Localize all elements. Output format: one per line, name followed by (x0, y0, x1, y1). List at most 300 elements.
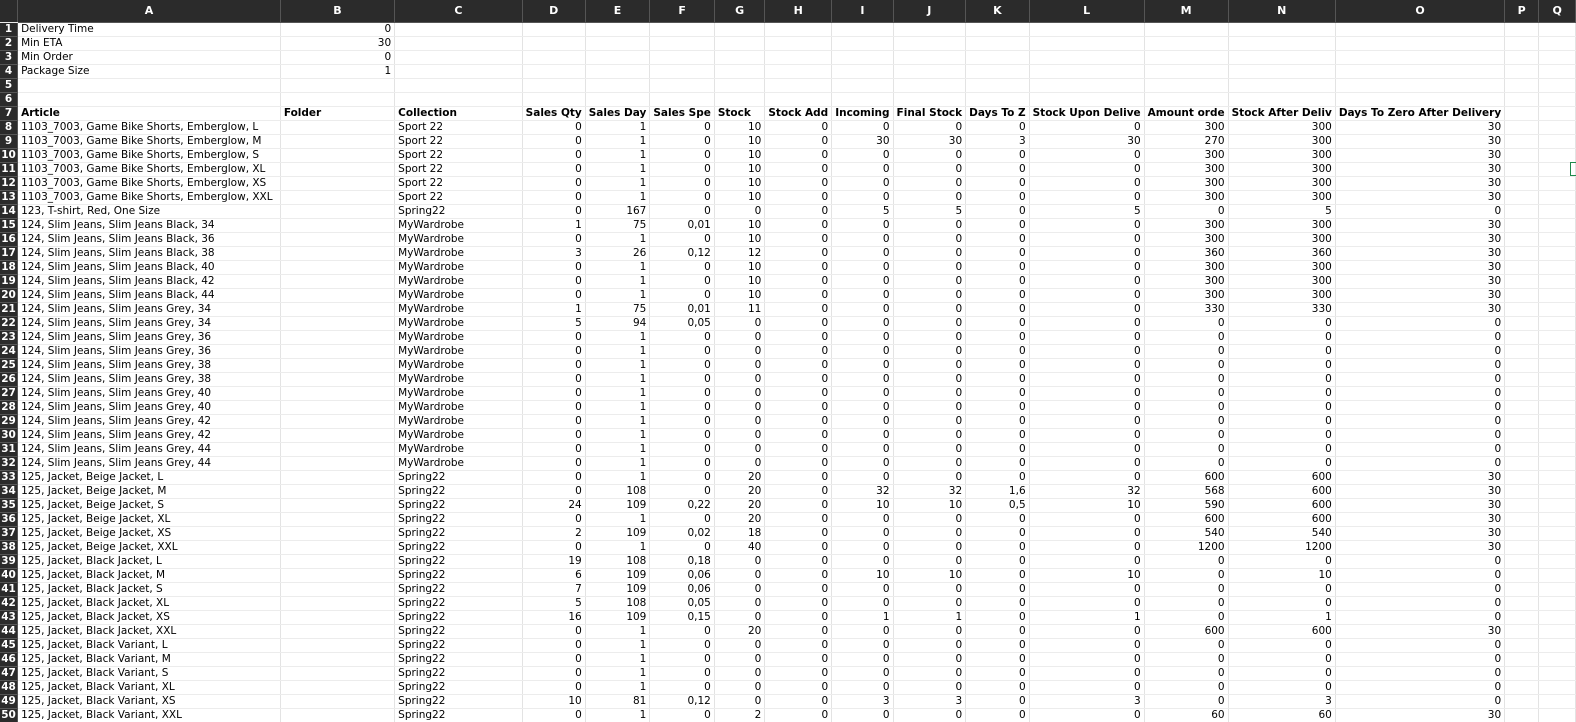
cell-i[interactable]: 0 (832, 218, 893, 232)
cell-f[interactable]: 0 (650, 134, 714, 148)
cell-h[interactable]: 0 (765, 162, 832, 176)
cell-l[interactable]: 0 (1029, 120, 1144, 134)
column-header-c[interactable]: C (395, 0, 523, 22)
cell-o[interactable]: 30 (1335, 288, 1504, 302)
cell-b[interactable] (280, 316, 394, 330)
cell-o[interactable]: 30 (1335, 190, 1504, 204)
cell-f[interactable]: 0,02 (650, 526, 714, 540)
cell-g[interactable]: 0 (714, 596, 765, 610)
cell-a[interactable]: 124, Slim Jeans, Slim Jeans Grey, 42 (18, 428, 281, 442)
cell-i[interactable]: 1 (832, 610, 893, 624)
cell-h[interactable]: 0 (765, 358, 832, 372)
cell[interactable] (893, 36, 966, 50)
cell-g[interactable]: 0 (714, 386, 765, 400)
cell-j[interactable]: 0 (893, 708, 966, 722)
cell[interactable] (1505, 442, 1539, 456)
cell-o[interactable]: 0 (1335, 456, 1504, 470)
row-header[interactable]: 19 (1, 274, 16, 287)
cell-a[interactable]: 125, Jacket, Black Variant, S (18, 666, 281, 680)
cell-o[interactable]: 0 (1335, 652, 1504, 666)
cell-i[interactable]: 0 (832, 666, 893, 680)
cell-g[interactable]: 10 (714, 288, 765, 302)
cell-o[interactable]: 30 (1335, 232, 1504, 246)
cell-m[interactable]: 0 (1144, 330, 1228, 344)
cell[interactable] (1539, 708, 1576, 722)
cell-m[interactable]: 0 (1144, 344, 1228, 358)
cell-o[interactable]: 30 (1335, 218, 1504, 232)
cell[interactable] (765, 22, 832, 36)
cell-f[interactable]: 0,22 (650, 498, 714, 512)
cell-f[interactable]: 0 (650, 148, 714, 162)
cell-d[interactable]: 0 (522, 148, 585, 162)
cell-n[interactable]: 0 (1228, 638, 1335, 652)
cell-c[interactable]: MyWardrobe (395, 428, 523, 442)
cell-b[interactable] (280, 596, 394, 610)
cell-c[interactable]: Sport 22 (395, 134, 523, 148)
cell[interactable] (522, 50, 585, 64)
cell-h[interactable]: 0 (765, 344, 832, 358)
cell-a[interactable]: 125, Jacket, Black Jacket, S (18, 582, 281, 596)
header-cell[interactable]: Stock After Deliv (1228, 106, 1335, 120)
cell[interactable] (765, 50, 832, 64)
cell-a[interactable]: 124, Slim Jeans, Slim Jeans Grey, 34 (18, 302, 281, 316)
cell-g[interactable]: 20 (714, 512, 765, 526)
cell-j[interactable]: 0 (893, 442, 966, 456)
cell-n[interactable]: 600 (1228, 470, 1335, 484)
cell[interactable] (1335, 64, 1504, 78)
cell-n[interactable]: 0 (1228, 680, 1335, 694)
cell-f[interactable]: 0 (650, 162, 714, 176)
cell[interactable] (395, 22, 523, 36)
cell-g[interactable]: 40 (714, 540, 765, 554)
cell-j[interactable]: 0 (893, 526, 966, 540)
cell-h[interactable]: 0 (765, 484, 832, 498)
cell[interactable] (1539, 680, 1576, 694)
cell-i[interactable]: 0 (832, 386, 893, 400)
cell-a[interactable]: 125, Jacket, Beige Jacket, XL (18, 512, 281, 526)
cell[interactable] (1505, 344, 1539, 358)
cell[interactable] (522, 36, 585, 50)
cell-m[interactable]: 300 (1144, 288, 1228, 302)
row-header[interactable]: 25 (1, 358, 16, 371)
cell-h[interactable]: 0 (765, 204, 832, 218)
cell-f[interactable]: 0 (650, 428, 714, 442)
cell-g[interactable]: 0 (714, 638, 765, 652)
cell-g[interactable]: 10 (714, 176, 765, 190)
cell-f[interactable]: 0,01 (650, 302, 714, 316)
cell-e[interactable]: 109 (585, 568, 650, 582)
cell[interactable] (1539, 638, 1576, 652)
cell-l[interactable]: 0 (1029, 428, 1144, 442)
column-header-h[interactable]: H (765, 0, 832, 22)
cell-m[interactable]: 568 (1144, 484, 1228, 498)
cell-m[interactable]: 1200 (1144, 540, 1228, 554)
cell-i[interactable]: 0 (832, 358, 893, 372)
cell-k[interactable]: 3 (966, 134, 1029, 148)
cell-e[interactable]: 1 (585, 134, 650, 148)
cell-f[interactable]: 0 (650, 204, 714, 218)
row-header[interactable]: 37 (1, 526, 16, 539)
cell-e[interactable]: 1 (585, 624, 650, 638)
cell-c[interactable]: Spring22 (395, 652, 523, 666)
cell-l[interactable]: 0 (1029, 456, 1144, 470)
cell[interactable] (893, 50, 966, 64)
cell-j[interactable]: 3 (893, 694, 966, 708)
cell-l[interactable]: 0 (1029, 260, 1144, 274)
cell-g[interactable]: 10 (714, 120, 765, 134)
cell-d[interactable]: 0 (522, 512, 585, 526)
cell-g[interactable]: 0 (714, 316, 765, 330)
cell-c[interactable]: MyWardrobe (395, 372, 523, 386)
cell-h[interactable]: 0 (765, 134, 832, 148)
row-header[interactable]: 47 (1, 666, 16, 679)
cell-e[interactable]: 1 (585, 372, 650, 386)
cell-e[interactable]: 109 (585, 498, 650, 512)
column-header-n[interactable]: N (1228, 0, 1335, 22)
cell-g[interactable]: 0 (714, 652, 765, 666)
cell-j[interactable]: 0 (893, 288, 966, 302)
cell-m[interactable]: 330 (1144, 302, 1228, 316)
cell-k[interactable]: 0 (966, 610, 1029, 624)
cell[interactable] (1505, 484, 1539, 498)
cell-o[interactable]: 0 (1335, 582, 1504, 596)
cell-e[interactable]: 81 (585, 694, 650, 708)
cell-e[interactable]: 1 (585, 428, 650, 442)
cell-g[interactable]: 0 (714, 456, 765, 470)
cell-g[interactable]: 20 (714, 470, 765, 484)
cell-a[interactable]: 1103_7003, Game Bike Shorts, Emberglow, XL (18, 162, 281, 176)
cell[interactable] (1539, 470, 1576, 484)
column-header-p[interactable]: P (1505, 0, 1539, 22)
cell-c[interactable]: Spring22 (395, 512, 523, 526)
cell[interactable] (1505, 148, 1539, 162)
cell-k[interactable]: 0 (966, 330, 1029, 344)
param-value-cell[interactable]: 1 (280, 64, 394, 78)
cell-k[interactable]: 0 (966, 358, 1029, 372)
cell-l[interactable]: 0 (1029, 358, 1144, 372)
cell-f[interactable]: 0,12 (650, 694, 714, 708)
row-header[interactable]: 35 (1, 498, 16, 511)
cell-b[interactable] (280, 148, 394, 162)
cell-c[interactable]: Spring22 (395, 610, 523, 624)
cell-k[interactable]: 0 (966, 120, 1029, 134)
cell[interactable] (1539, 218, 1576, 232)
column-header-j[interactable]: J (893, 0, 966, 22)
cell[interactable] (1505, 694, 1539, 708)
cell-g[interactable]: 10 (714, 218, 765, 232)
cell[interactable] (1505, 610, 1539, 624)
cell[interactable] (966, 50, 1029, 64)
cell-e[interactable]: 108 (585, 596, 650, 610)
cell-o[interactable]: 30 (1335, 120, 1504, 134)
cell[interactable] (1505, 568, 1539, 582)
cell-n[interactable]: 300 (1228, 260, 1335, 274)
cell[interactable] (1505, 302, 1539, 316)
cell-l[interactable]: 0 (1029, 666, 1144, 680)
cell-b[interactable] (280, 568, 394, 582)
cell-j[interactable]: 0 (893, 148, 966, 162)
cell-c[interactable]: MyWardrobe (395, 218, 523, 232)
cell-n[interactable]: 0 (1228, 386, 1335, 400)
cell-h[interactable]: 0 (765, 414, 832, 428)
cell-n[interactable]: 0 (1228, 442, 1335, 456)
cell-g[interactable]: 0 (714, 554, 765, 568)
cell-n[interactable]: 60 (1228, 708, 1335, 722)
cell-f[interactable]: 0 (650, 540, 714, 554)
row-header[interactable]: 5 (0, 78, 18, 92)
cell-i[interactable]: 10 (832, 568, 893, 582)
cell-i[interactable]: 0 (832, 582, 893, 596)
cell-o[interactable]: 0 (1335, 666, 1504, 680)
cell[interactable] (765, 78, 832, 92)
cell-b[interactable] (280, 344, 394, 358)
cell-o[interactable]: 0 (1335, 358, 1504, 372)
cell-c[interactable]: Spring22 (395, 526, 523, 540)
cell-b[interactable] (280, 484, 394, 498)
cell[interactable] (1144, 92, 1228, 106)
cell-c[interactable]: MyWardrobe (395, 246, 523, 260)
cell-f[interactable]: 0 (650, 484, 714, 498)
row-header[interactable]: 2 (0, 36, 18, 50)
cell-l[interactable]: 0 (1029, 582, 1144, 596)
cell-e[interactable]: 26 (585, 246, 650, 260)
cell-d[interactable]: 0 (522, 386, 585, 400)
cell-m[interactable]: 300 (1144, 148, 1228, 162)
cell[interactable] (585, 92, 650, 106)
cell[interactable] (832, 50, 893, 64)
cell[interactable] (714, 78, 765, 92)
cell-j[interactable]: 0 (893, 512, 966, 526)
cell-h[interactable]: 0 (765, 526, 832, 540)
cell-i[interactable]: 0 (832, 288, 893, 302)
cell[interactable] (1539, 36, 1576, 50)
cell-f[interactable]: 0 (650, 358, 714, 372)
row-header[interactable]: 7 (0, 106, 18, 120)
cell[interactable] (650, 50, 714, 64)
cell-k[interactable]: 0 (966, 456, 1029, 470)
cell[interactable] (585, 78, 650, 92)
cell-d[interactable]: 0 (522, 274, 585, 288)
cell-h[interactable]: 0 (765, 330, 832, 344)
cell-b[interactable] (280, 176, 394, 190)
cell-g[interactable]: 0 (714, 330, 765, 344)
cell-l[interactable]: 0 (1029, 148, 1144, 162)
cell[interactable] (1144, 36, 1228, 50)
cell[interactable] (1335, 36, 1504, 50)
cell-k[interactable]: 0 (966, 470, 1029, 484)
cell-i[interactable]: 5 (832, 204, 893, 218)
cell-h[interactable]: 0 (765, 666, 832, 680)
cell[interactable] (1144, 64, 1228, 78)
cell-m[interactable]: 600 (1144, 512, 1228, 526)
cell[interactable] (1539, 260, 1576, 274)
cell[interactable] (1505, 624, 1539, 638)
cell-o[interactable]: 0 (1335, 554, 1504, 568)
cell-g[interactable]: 0 (714, 610, 765, 624)
cell-h[interactable]: 0 (765, 680, 832, 694)
cell[interactable] (522, 64, 585, 78)
cell-d[interactable]: 0 (522, 330, 585, 344)
cell[interactable] (1029, 36, 1144, 50)
cell-b[interactable] (280, 302, 394, 316)
cell-j[interactable]: 0 (893, 456, 966, 470)
cell[interactable] (1539, 372, 1576, 386)
cell-n[interactable]: 0 (1228, 400, 1335, 414)
cell-g[interactable]: 10 (714, 134, 765, 148)
cell[interactable] (1539, 414, 1576, 428)
cell-d[interactable]: 0 (522, 176, 585, 190)
cell-j[interactable]: 0 (893, 372, 966, 386)
cell-b[interactable] (280, 456, 394, 470)
cell[interactable] (1505, 512, 1539, 526)
cell[interactable] (1228, 50, 1335, 64)
header-cell[interactable]: Folder (280, 106, 394, 120)
cell-o[interactable]: 0 (1335, 204, 1504, 218)
cell-h[interactable]: 0 (765, 512, 832, 526)
cell-e[interactable]: 1 (585, 414, 650, 428)
cell[interactable] (1539, 596, 1576, 610)
cell-m[interactable]: 0 (1144, 652, 1228, 666)
cell-m[interactable]: 0 (1144, 610, 1228, 624)
cell-g[interactable]: 0 (714, 680, 765, 694)
cell-h[interactable]: 0 (765, 652, 832, 666)
cell-f[interactable]: 0 (650, 512, 714, 526)
cell[interactable] (1505, 666, 1539, 680)
cell-b[interactable] (280, 666, 394, 680)
cell-h[interactable]: 0 (765, 596, 832, 610)
cell-e[interactable]: 108 (585, 484, 650, 498)
cell-l[interactable]: 0 (1029, 372, 1144, 386)
cell-o[interactable]: 0 (1335, 442, 1504, 456)
cell-o[interactable]: 30 (1335, 498, 1504, 512)
cell-g[interactable]: 10 (714, 232, 765, 246)
cell-a[interactable]: 125, Jacket, Black Variant, XL (18, 680, 281, 694)
cell-m[interactable]: 360 (1144, 246, 1228, 260)
cell-f[interactable]: 0 (650, 400, 714, 414)
cell-i[interactable]: 0 (832, 260, 893, 274)
cell[interactable] (1539, 540, 1576, 554)
cell-o[interactable]: 0 (1335, 386, 1504, 400)
cell-f[interactable]: 0,15 (650, 610, 714, 624)
cell-f[interactable]: 0 (650, 344, 714, 358)
cell-b[interactable] (280, 582, 394, 596)
cell-j[interactable]: 0 (893, 470, 966, 484)
cell-c[interactable]: MyWardrobe (395, 344, 523, 358)
cell-a[interactable]: 124, Slim Jeans, Slim Jeans Black, 42 (18, 274, 281, 288)
cell[interactable] (1539, 288, 1576, 302)
cell-g[interactable]: 0 (714, 568, 765, 582)
cell[interactable] (1539, 232, 1576, 246)
cell[interactable] (585, 64, 650, 78)
cell[interactable] (650, 92, 714, 106)
cell-m[interactable]: 300 (1144, 232, 1228, 246)
cell-j[interactable]: 0 (893, 302, 966, 316)
cell-i[interactable]: 0 (832, 302, 893, 316)
cell-f[interactable]: 0,06 (650, 568, 714, 582)
cell[interactable] (966, 22, 1029, 36)
param-label-cell[interactable]: Package Size (18, 64, 281, 78)
cell-e[interactable]: 1 (585, 344, 650, 358)
cell-n[interactable]: 0 (1228, 582, 1335, 596)
cell-e[interactable]: 1 (585, 162, 650, 176)
cell[interactable] (1505, 92, 1539, 106)
cell-n[interactable]: 600 (1228, 498, 1335, 512)
cell-n[interactable]: 300 (1228, 176, 1335, 190)
cell-g[interactable]: 0 (714, 372, 765, 386)
cell-d[interactable]: 5 (522, 316, 585, 330)
cell-a[interactable]: 125, Jacket, Beige Jacket, L (18, 470, 281, 484)
cell-k[interactable]: 0,5 (966, 498, 1029, 512)
cell-b[interactable] (280, 162, 394, 176)
cell-f[interactable]: 0 (650, 708, 714, 722)
cell-c[interactable]: MyWardrobe (395, 358, 523, 372)
cell[interactable] (1505, 456, 1539, 470)
cell-d[interactable]: 0 (522, 624, 585, 638)
cell[interactable] (1335, 22, 1504, 36)
cell-c[interactable]: Sport 22 (395, 176, 523, 190)
cell-n[interactable]: 600 (1228, 484, 1335, 498)
cell[interactable] (1539, 554, 1576, 568)
cell[interactable] (1505, 120, 1539, 134)
cell-i[interactable]: 0 (832, 512, 893, 526)
cell-g[interactable]: 20 (714, 624, 765, 638)
cell-n[interactable]: 300 (1228, 134, 1335, 148)
cell-f[interactable]: 0 (650, 652, 714, 666)
cell[interactable] (1335, 78, 1504, 92)
cell-d[interactable]: 0 (522, 400, 585, 414)
cell-c[interactable]: Spring22 (395, 498, 523, 512)
cell-m[interactable]: 0 (1144, 204, 1228, 218)
cell-d[interactable]: 0 (522, 204, 585, 218)
cell-f[interactable]: 0 (650, 372, 714, 386)
cell-d[interactable]: 0 (522, 428, 585, 442)
cell-k[interactable]: 0 (966, 596, 1029, 610)
cell-h[interactable]: 0 (765, 260, 832, 274)
cell-h[interactable]: 0 (765, 288, 832, 302)
cell-k[interactable]: 0 (966, 638, 1029, 652)
cell-d[interactable]: 16 (522, 610, 585, 624)
cell-f[interactable]: 0,06 (650, 582, 714, 596)
cell[interactable] (650, 64, 714, 78)
cell[interactable] (1505, 638, 1539, 652)
cell-a[interactable]: 1103_7003, Game Bike Shorts, Emberglow, XS (18, 176, 281, 190)
cell-d[interactable]: 0 (522, 680, 585, 694)
cell-n[interactable]: 0 (1228, 596, 1335, 610)
cell-i[interactable]: 0 (832, 176, 893, 190)
cell-i[interactable]: 0 (832, 624, 893, 638)
cell-n[interactable]: 300 (1228, 232, 1335, 246)
row-header[interactable]: 9 (0, 134, 18, 148)
cell-h[interactable]: 0 (765, 694, 832, 708)
cell-l[interactable]: 10 (1029, 568, 1144, 582)
cell-k[interactable]: 0 (966, 442, 1029, 456)
cell-n[interactable]: 0 (1228, 652, 1335, 666)
cell[interactable] (1539, 498, 1576, 512)
cell[interactable] (395, 36, 523, 50)
cell-e[interactable]: 167 (585, 204, 650, 218)
row-header[interactable]: 12 (1, 176, 16, 189)
cell-h[interactable]: 0 (765, 610, 832, 624)
cell-m[interactable]: 0 (1144, 428, 1228, 442)
cell-c[interactable]: Sport 22 (395, 190, 523, 204)
cell-a[interactable]: 124, Slim Jeans, Slim Jeans Grey, 40 (18, 386, 281, 400)
cell-l[interactable]: 0 (1029, 708, 1144, 722)
cell-c[interactable]: Sport 22 (395, 120, 523, 134)
cell[interactable] (585, 36, 650, 50)
cell[interactable] (1539, 22, 1576, 36)
cell-l[interactable]: 0 (1029, 638, 1144, 652)
cell[interactable] (893, 78, 966, 92)
